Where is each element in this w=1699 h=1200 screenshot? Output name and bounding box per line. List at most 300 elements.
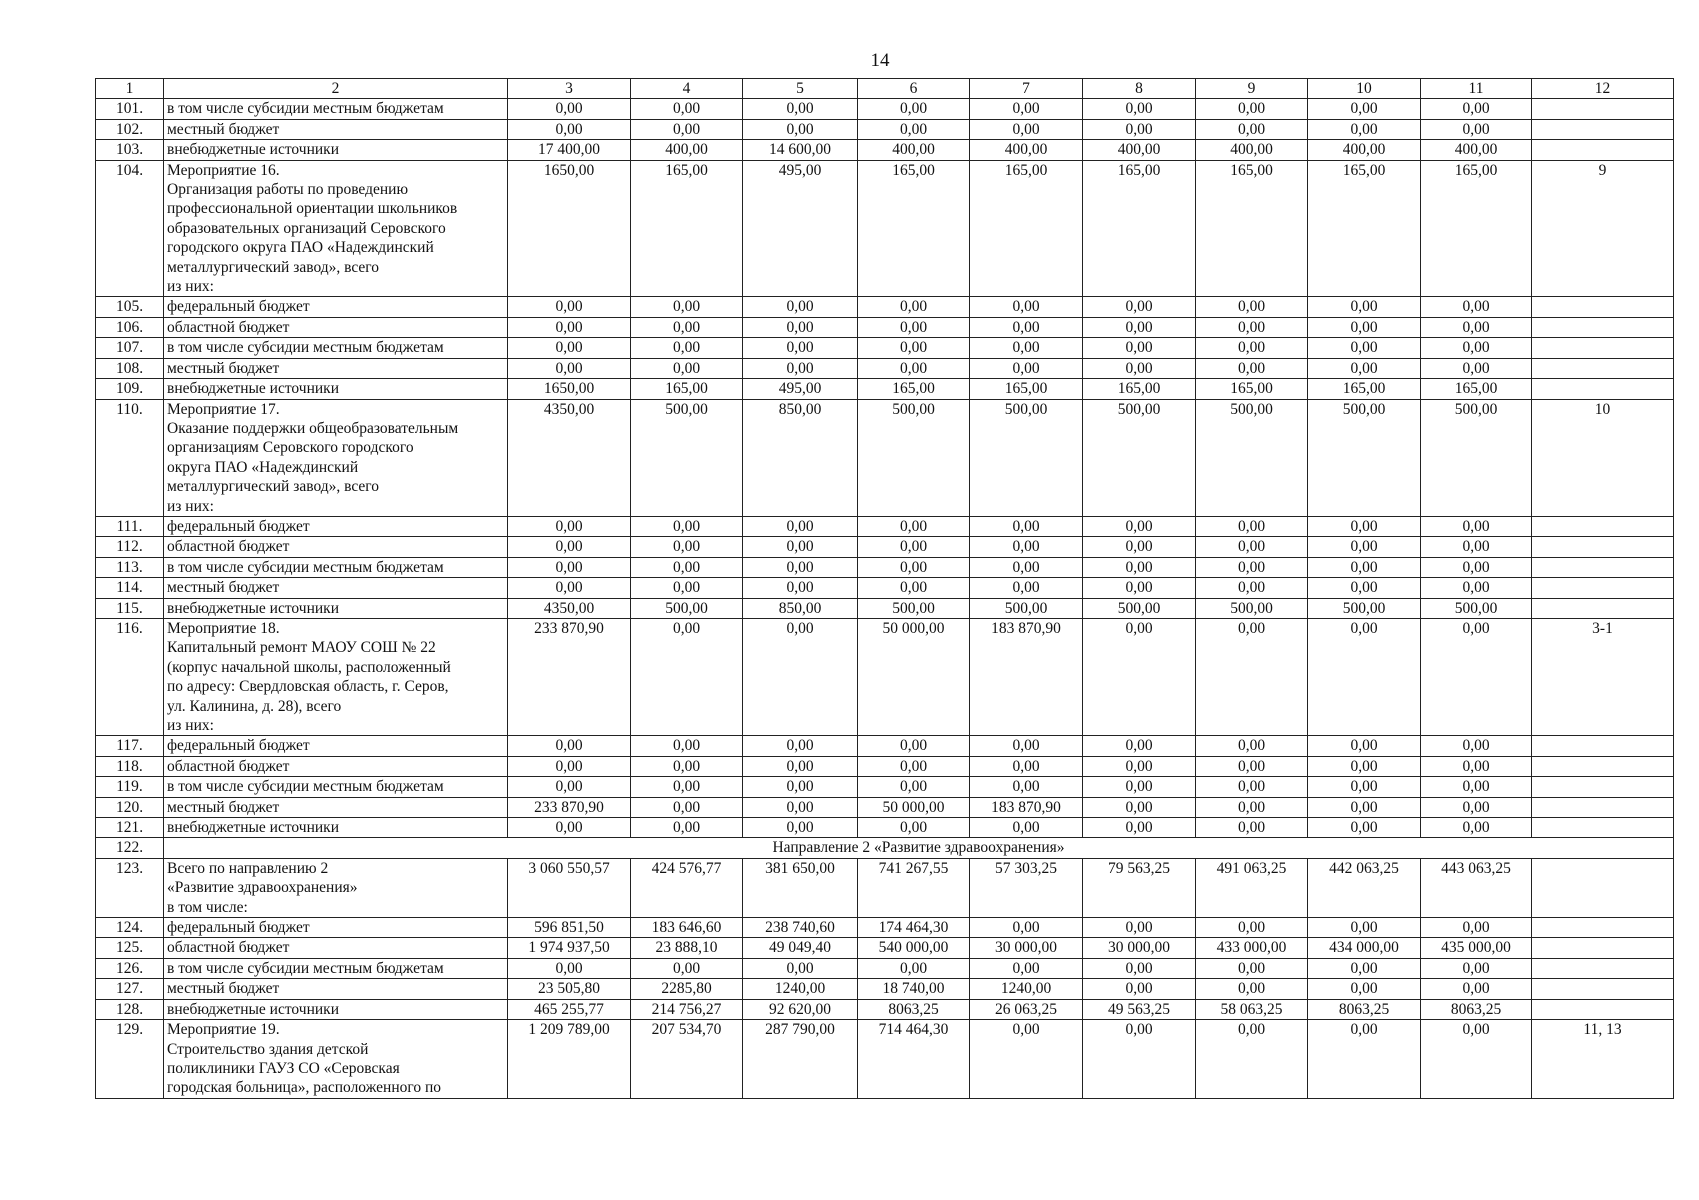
table-header-row <box>96 79 1674 99</box>
amount-cell: 0,00 <box>970 537 1083 557</box>
amount-cell: 165,00 <box>858 160 970 297</box>
row-description: федеральный бюджет <box>164 736 508 756</box>
amount-cell: 0,00 <box>1083 979 1196 999</box>
amount-cell: 0,00 <box>1083 537 1196 557</box>
amount-cell: 0,00 <box>970 918 1083 938</box>
amount-cell: 17 400,00 <box>508 140 631 160</box>
amount-cell: 0,00 <box>743 818 858 838</box>
amount-cell: 0,00 <box>1196 958 1308 978</box>
amount-cell: 0,00 <box>1421 99 1532 119</box>
amount-cell: 0,00 <box>970 297 1083 317</box>
target-indicator-cell <box>1532 797 1674 817</box>
amount-cell: 0,00 <box>970 1020 1083 1099</box>
amount-cell: 0,00 <box>508 516 631 536</box>
amount-cell: 0,00 <box>1196 358 1308 378</box>
row-number: 114. <box>96 578 164 598</box>
amount-cell: 0,00 <box>508 317 631 337</box>
target-indicator-cell: 10 <box>1532 399 1674 516</box>
row-description: в том числе субсидии местным бюджетам <box>164 99 508 119</box>
row-number: 128. <box>96 999 164 1019</box>
amount-cell: 0,00 <box>1083 618 1196 735</box>
amount-cell: 50 000,00 <box>858 618 970 735</box>
amount-cell: 0,00 <box>508 99 631 119</box>
target-indicator-cell <box>1532 777 1674 797</box>
row-description: внебюджетные источники <box>164 818 508 838</box>
amount-cell: 596 851,50 <box>508 918 631 938</box>
target-indicator-cell <box>1532 317 1674 337</box>
amount-cell: 0,00 <box>1421 516 1532 536</box>
amount-cell: 8063,25 <box>858 999 970 1019</box>
amount-cell: 1 209 789,00 <box>508 1020 631 1099</box>
amount-cell: 8063,25 <box>1421 999 1532 1019</box>
amount-cell: 0,00 <box>1083 99 1196 119</box>
row-description: областной бюджет <box>164 938 508 958</box>
amount-cell: 0,00 <box>970 736 1083 756</box>
amount-cell: 0,00 <box>743 537 858 557</box>
target-indicator-cell <box>1532 99 1674 119</box>
row-description: областной бюджет <box>164 317 508 337</box>
amount-cell: 165,00 <box>1196 379 1308 399</box>
amount-cell: 0,00 <box>1196 818 1308 838</box>
amount-cell: 18 740,00 <box>858 979 970 999</box>
amount-cell: 540 000,00 <box>858 938 970 958</box>
amount-cell: 4350,00 <box>508 598 631 618</box>
amount-cell: 0,00 <box>1083 958 1196 978</box>
column-header: 2 <box>164 79 508 99</box>
amount-cell: 0,00 <box>858 516 970 536</box>
row-number: 123. <box>96 858 164 917</box>
row-description: внебюджетные источники <box>164 598 508 618</box>
amount-cell: 0,00 <box>1308 358 1421 378</box>
amount-cell: 0,00 <box>858 756 970 776</box>
amount-cell: 500,00 <box>1308 598 1421 618</box>
target-indicator-cell <box>1532 979 1674 999</box>
amount-cell: 0,00 <box>743 119 858 139</box>
amount-cell: 0,00 <box>1308 537 1421 557</box>
amount-cell: 500,00 <box>970 598 1083 618</box>
amount-cell: 165,00 <box>1083 160 1196 297</box>
amount-cell: 165,00 <box>1308 160 1421 297</box>
amount-cell: 0,00 <box>631 578 743 598</box>
row-description: местный бюджет <box>164 358 508 378</box>
amount-cell: 400,00 <box>858 140 970 160</box>
amount-cell: 500,00 <box>1196 598 1308 618</box>
amount-cell: 0,00 <box>631 297 743 317</box>
row-number: 111. <box>96 516 164 536</box>
amount-cell: 0,00 <box>1196 918 1308 938</box>
column-header: 1 <box>96 79 164 99</box>
amount-cell: 0,00 <box>1083 918 1196 938</box>
amount-cell: 500,00 <box>631 399 743 516</box>
table-row <box>96 1020 1674 1099</box>
amount-cell: 0,00 <box>1083 297 1196 317</box>
row-description: местный бюджет <box>164 797 508 817</box>
row-description: внебюджетные источники <box>164 140 508 160</box>
page-number: 14 <box>870 50 890 71</box>
amount-cell: 0,00 <box>631 797 743 817</box>
row-description: федеральный бюджет <box>164 297 508 317</box>
amount-cell: 1650,00 <box>508 160 631 297</box>
amount-cell: 0,00 <box>1196 557 1308 577</box>
amount-cell: 0,00 <box>1421 338 1532 358</box>
amount-cell: 0,00 <box>1421 797 1532 817</box>
amount-cell: 0,00 <box>1083 736 1196 756</box>
amount-cell: 0,00 <box>858 297 970 317</box>
amount-cell: 0,00 <box>1196 797 1308 817</box>
target-indicator-cell <box>1532 578 1674 598</box>
amount-cell: 0,00 <box>1308 979 1421 999</box>
row-description: Мероприятие 19. Строительство здания детской поликлиники ГАУЗ СО «Серовская городская больница», расположенного по <box>164 1020 508 1099</box>
amount-cell: 58 063,25 <box>1196 999 1308 1019</box>
target-indicator-cell <box>1532 557 1674 577</box>
amount-cell: 0,00 <box>1421 818 1532 838</box>
amount-cell: 0,00 <box>631 358 743 378</box>
amount-cell: 0,00 <box>970 756 1083 776</box>
amount-cell: 0,00 <box>1421 317 1532 337</box>
amount-cell: 165,00 <box>1421 379 1532 399</box>
amount-cell: 0,00 <box>1196 317 1308 337</box>
amount-cell: 381 650,00 <box>743 858 858 917</box>
row-number: 122. <box>96 838 164 858</box>
row-number: 109. <box>96 379 164 399</box>
table-row <box>96 918 1674 938</box>
row-number: 118. <box>96 756 164 776</box>
amount-cell: 495,00 <box>743 379 858 399</box>
amount-cell: 14 600,00 <box>743 140 858 160</box>
amount-cell: 92 620,00 <box>743 999 858 1019</box>
table-row <box>96 119 1674 139</box>
table-row <box>96 818 1674 838</box>
row-number: 105. <box>96 297 164 317</box>
amount-cell: 0,00 <box>1421 618 1532 735</box>
amount-cell: 0,00 <box>631 537 743 557</box>
amount-cell: 0,00 <box>970 958 1083 978</box>
amount-cell: 49 563,25 <box>1083 999 1196 1019</box>
amount-cell: 0,00 <box>1308 756 1421 776</box>
amount-cell: 0,00 <box>1308 99 1421 119</box>
table-row <box>96 999 1674 1019</box>
amount-cell: 30 000,00 <box>1083 938 1196 958</box>
amount-cell: 207 534,70 <box>631 1020 743 1099</box>
row-description: областной бюджет <box>164 756 508 776</box>
amount-cell: 0,00 <box>1308 958 1421 978</box>
amount-cell: 442 063,25 <box>1308 858 1421 917</box>
amount-cell: 0,00 <box>631 756 743 776</box>
amount-cell: 0,00 <box>1083 797 1196 817</box>
amount-cell: 0,00 <box>1308 557 1421 577</box>
amount-cell: 0,00 <box>1421 979 1532 999</box>
amount-cell: 500,00 <box>1421 399 1532 516</box>
amount-cell: 0,00 <box>1421 297 1532 317</box>
amount-cell: 49 049,40 <box>743 938 858 958</box>
amount-cell: 0,00 <box>970 358 1083 378</box>
target-indicator-cell <box>1532 958 1674 978</box>
amount-cell: 491 063,25 <box>1196 858 1308 917</box>
amount-cell: 1650,00 <box>508 379 631 399</box>
amount-cell: 0,00 <box>631 338 743 358</box>
column-header: 6 <box>858 79 970 99</box>
amount-cell: 0,00 <box>1308 119 1421 139</box>
amount-cell: 400,00 <box>970 140 1083 160</box>
target-indicator-cell <box>1532 858 1674 917</box>
amount-cell: 0,00 <box>508 578 631 598</box>
amount-cell: 500,00 <box>858 598 970 618</box>
amount-cell: 0,00 <box>1196 979 1308 999</box>
row-number: 112. <box>96 537 164 557</box>
section-heading: Направление 2 «Развитие здравоохранения» <box>164 838 1674 858</box>
amount-cell: 3 060 550,57 <box>508 858 631 917</box>
table-row <box>96 578 1674 598</box>
amount-cell: 0,00 <box>1308 777 1421 797</box>
amount-cell: 465 255,77 <box>508 999 631 1019</box>
amount-cell: 0,00 <box>1308 797 1421 817</box>
table-row <box>96 777 1674 797</box>
row-number: 129. <box>96 1020 164 1099</box>
amount-cell: 500,00 <box>858 399 970 516</box>
amount-cell: 183 870,90 <box>970 618 1083 735</box>
amount-cell: 0,00 <box>970 777 1083 797</box>
target-indicator-cell <box>1532 818 1674 838</box>
amount-cell: 400,00 <box>1308 140 1421 160</box>
amount-cell: 400,00 <box>631 140 743 160</box>
amount-cell: 0,00 <box>743 777 858 797</box>
amount-cell: 0,00 <box>970 119 1083 139</box>
amount-cell: 0,00 <box>858 557 970 577</box>
amount-cell: 0,00 <box>1421 537 1532 557</box>
amount-cell: 287 790,00 <box>743 1020 858 1099</box>
amount-cell: 500,00 <box>1196 399 1308 516</box>
column-header: 3 <box>508 79 631 99</box>
amount-cell: 165,00 <box>970 379 1083 399</box>
row-description: в том числе субсидии местным бюджетам <box>164 958 508 978</box>
amount-cell: 435 000,00 <box>1421 938 1532 958</box>
row-number: 120. <box>96 797 164 817</box>
amount-cell: 0,00 <box>631 99 743 119</box>
row-description: местный бюджет <box>164 979 508 999</box>
amount-cell: 0,00 <box>1421 918 1532 938</box>
amount-cell: 183 646,60 <box>631 918 743 938</box>
row-number: 124. <box>96 918 164 938</box>
table-row <box>96 338 1674 358</box>
amount-cell: 0,00 <box>1083 818 1196 838</box>
amount-cell: 0,00 <box>1196 516 1308 536</box>
table-row <box>96 379 1674 399</box>
target-indicator-cell <box>1532 736 1674 756</box>
amount-cell: 0,00 <box>1421 1020 1532 1099</box>
column-header: 4 <box>631 79 743 99</box>
table-row <box>96 557 1674 577</box>
amount-cell: 0,00 <box>631 777 743 797</box>
amount-cell: 0,00 <box>1421 578 1532 598</box>
target-indicator-cell <box>1532 297 1674 317</box>
amount-cell: 4350,00 <box>508 399 631 516</box>
amount-cell: 0,00 <box>631 516 743 536</box>
row-description: Всего по направлению 2 «Развитие здравоохранения» в том числе: <box>164 858 508 917</box>
amount-cell: 714 464,30 <box>858 1020 970 1099</box>
row-number: 127. <box>96 979 164 999</box>
amount-cell: 0,00 <box>743 317 858 337</box>
amount-cell: 0,00 <box>858 736 970 756</box>
table-row <box>96 358 1674 378</box>
column-header: 5 <box>743 79 858 99</box>
target-indicator-cell <box>1532 379 1674 399</box>
amount-cell: 0,00 <box>743 297 858 317</box>
amount-cell: 0,00 <box>858 958 970 978</box>
amount-cell: 0,00 <box>743 358 858 378</box>
budget-table <box>95 78 1674 1099</box>
amount-cell: 0,00 <box>1308 618 1421 735</box>
amount-cell: 1 974 937,50 <box>508 938 631 958</box>
amount-cell: 0,00 <box>858 818 970 838</box>
target-indicator-cell <box>1532 516 1674 536</box>
amount-cell: 0,00 <box>743 797 858 817</box>
column-header: 8 <box>1083 79 1196 99</box>
table-row <box>96 979 1674 999</box>
amount-cell: 165,00 <box>970 160 1083 297</box>
amount-cell: 0,00 <box>1308 918 1421 938</box>
amount-cell: 0,00 <box>858 537 970 557</box>
amount-cell: 0,00 <box>1083 557 1196 577</box>
row-description: внебюджетные источники <box>164 379 508 399</box>
row-description: Мероприятие 17. Оказание поддержки общеобразовательным организациям Серовского городского округа ПАО «Надеждинский металлургический завод», всего из них: <box>164 399 508 516</box>
target-indicator-cell: 9 <box>1532 160 1674 297</box>
table-row <box>96 797 1674 817</box>
amount-cell: 0,00 <box>743 736 858 756</box>
amount-cell: 57 303,25 <box>970 858 1083 917</box>
amount-cell: 0,00 <box>743 338 858 358</box>
amount-cell: 0,00 <box>1083 516 1196 536</box>
amount-cell: 0,00 <box>508 736 631 756</box>
table-row <box>96 618 1674 735</box>
amount-cell: 0,00 <box>1308 338 1421 358</box>
amount-cell: 0,00 <box>1083 358 1196 378</box>
row-number: 115. <box>96 598 164 618</box>
target-indicator-cell: 11, 13 <box>1532 1020 1674 1099</box>
table-row <box>96 516 1674 536</box>
amount-cell: 0,00 <box>743 578 858 598</box>
table-row <box>96 958 1674 978</box>
row-description: Мероприятие 16. Организация работы по проведению профессиональной ориентации школьников образовательных организаций Серовского городского округа ПАО «Надеждинский металлургический завод», всего из них: <box>164 160 508 297</box>
amount-cell: 0,00 <box>508 756 631 776</box>
amount-cell: 26 063,25 <box>970 999 1083 1019</box>
amount-cell: 0,00 <box>1196 99 1308 119</box>
amount-cell: 0,00 <box>631 958 743 978</box>
target-indicator-cell <box>1532 918 1674 938</box>
amount-cell: 79 563,25 <box>1083 858 1196 917</box>
amount-cell: 165,00 <box>1308 379 1421 399</box>
row-number: 101. <box>96 99 164 119</box>
row-number: 116. <box>96 618 164 735</box>
amount-cell: 0,00 <box>631 618 743 735</box>
amount-cell: 850,00 <box>743 598 858 618</box>
target-indicator-cell <box>1532 358 1674 378</box>
amount-cell: 0,00 <box>970 578 1083 598</box>
amount-cell: 2285,80 <box>631 979 743 999</box>
amount-cell: 183 870,90 <box>970 797 1083 817</box>
amount-cell: 0,00 <box>508 338 631 358</box>
row-number: 103. <box>96 140 164 160</box>
amount-cell: 0,00 <box>1196 618 1308 735</box>
amount-cell: 0,00 <box>1196 756 1308 776</box>
amount-cell: 0,00 <box>743 958 858 978</box>
target-indicator-cell <box>1532 756 1674 776</box>
row-description: в том числе субсидии местным бюджетам <box>164 777 508 797</box>
amount-cell: 0,00 <box>1196 338 1308 358</box>
amount-cell: 0,00 <box>858 119 970 139</box>
amount-cell: 30 000,00 <box>970 938 1083 958</box>
table-row <box>96 140 1674 160</box>
amount-cell: 443 063,25 <box>1421 858 1532 917</box>
amount-cell: 0,00 <box>858 317 970 337</box>
amount-cell: 0,00 <box>1196 537 1308 557</box>
target-indicator-cell <box>1532 119 1674 139</box>
amount-cell: 165,00 <box>1421 160 1532 297</box>
amount-cell: 233 870,90 <box>508 618 631 735</box>
amount-cell: 0,00 <box>743 756 858 776</box>
amount-cell: 0,00 <box>743 557 858 577</box>
row-description: местный бюджет <box>164 578 508 598</box>
amount-cell: 0,00 <box>858 99 970 119</box>
row-number: 113. <box>96 557 164 577</box>
amount-cell: 0,00 <box>1308 818 1421 838</box>
row-number: 110. <box>96 399 164 516</box>
row-description: в том числе субсидии местным бюджетам <box>164 557 508 577</box>
amount-cell: 0,00 <box>743 99 858 119</box>
amount-cell: 500,00 <box>970 399 1083 516</box>
amount-cell: 0,00 <box>858 358 970 378</box>
row-number: 126. <box>96 958 164 978</box>
amount-cell: 0,00 <box>508 537 631 557</box>
row-number: 121. <box>96 818 164 838</box>
amount-cell: 500,00 <box>1421 598 1532 618</box>
table-row <box>96 399 1674 516</box>
amount-cell: 0,00 <box>1421 119 1532 139</box>
amount-cell: 0,00 <box>631 119 743 139</box>
row-number: 106. <box>96 317 164 337</box>
amount-cell: 23 888,10 <box>631 938 743 958</box>
column-header: 10 <box>1308 79 1421 99</box>
target-indicator-cell <box>1532 938 1674 958</box>
amount-cell: 0,00 <box>1308 297 1421 317</box>
column-header: 11 <box>1421 79 1532 99</box>
amount-cell: 1240,00 <box>743 979 858 999</box>
amount-cell: 0,00 <box>631 557 743 577</box>
amount-cell: 0,00 <box>1083 578 1196 598</box>
target-indicator-cell <box>1532 999 1674 1019</box>
row-description: местный бюджет <box>164 119 508 139</box>
amount-cell: 165,00 <box>631 160 743 297</box>
amount-cell: 165,00 <box>1196 160 1308 297</box>
amount-cell: 0,00 <box>858 777 970 797</box>
amount-cell: 400,00 <box>1421 140 1532 160</box>
amount-cell: 0,00 <box>1083 1020 1196 1099</box>
amount-cell: 400,00 <box>1083 140 1196 160</box>
row-description: Мероприятие 18. Капитальный ремонт МАОУ СОШ № 22 (корпус начальной школы, расположенный по адресу: Свердловская область, г. Серов, ул. Калинина, д. 28), всего из них: <box>164 618 508 735</box>
amount-cell: 0,00 <box>743 516 858 536</box>
amount-cell: 0,00 <box>1196 777 1308 797</box>
amount-cell: 0,00 <box>631 317 743 337</box>
row-description: областной бюджет <box>164 537 508 557</box>
amount-cell: 0,00 <box>508 777 631 797</box>
amount-cell: 0,00 <box>858 578 970 598</box>
amount-cell: 850,00 <box>743 399 858 516</box>
amount-cell: 0,00 <box>1308 516 1421 536</box>
target-indicator-cell: 3-1 <box>1532 618 1674 735</box>
row-number: 108. <box>96 358 164 378</box>
row-description: внебюджетные источники <box>164 999 508 1019</box>
column-header: 7 <box>970 79 1083 99</box>
amount-cell: 0,00 <box>1196 119 1308 139</box>
